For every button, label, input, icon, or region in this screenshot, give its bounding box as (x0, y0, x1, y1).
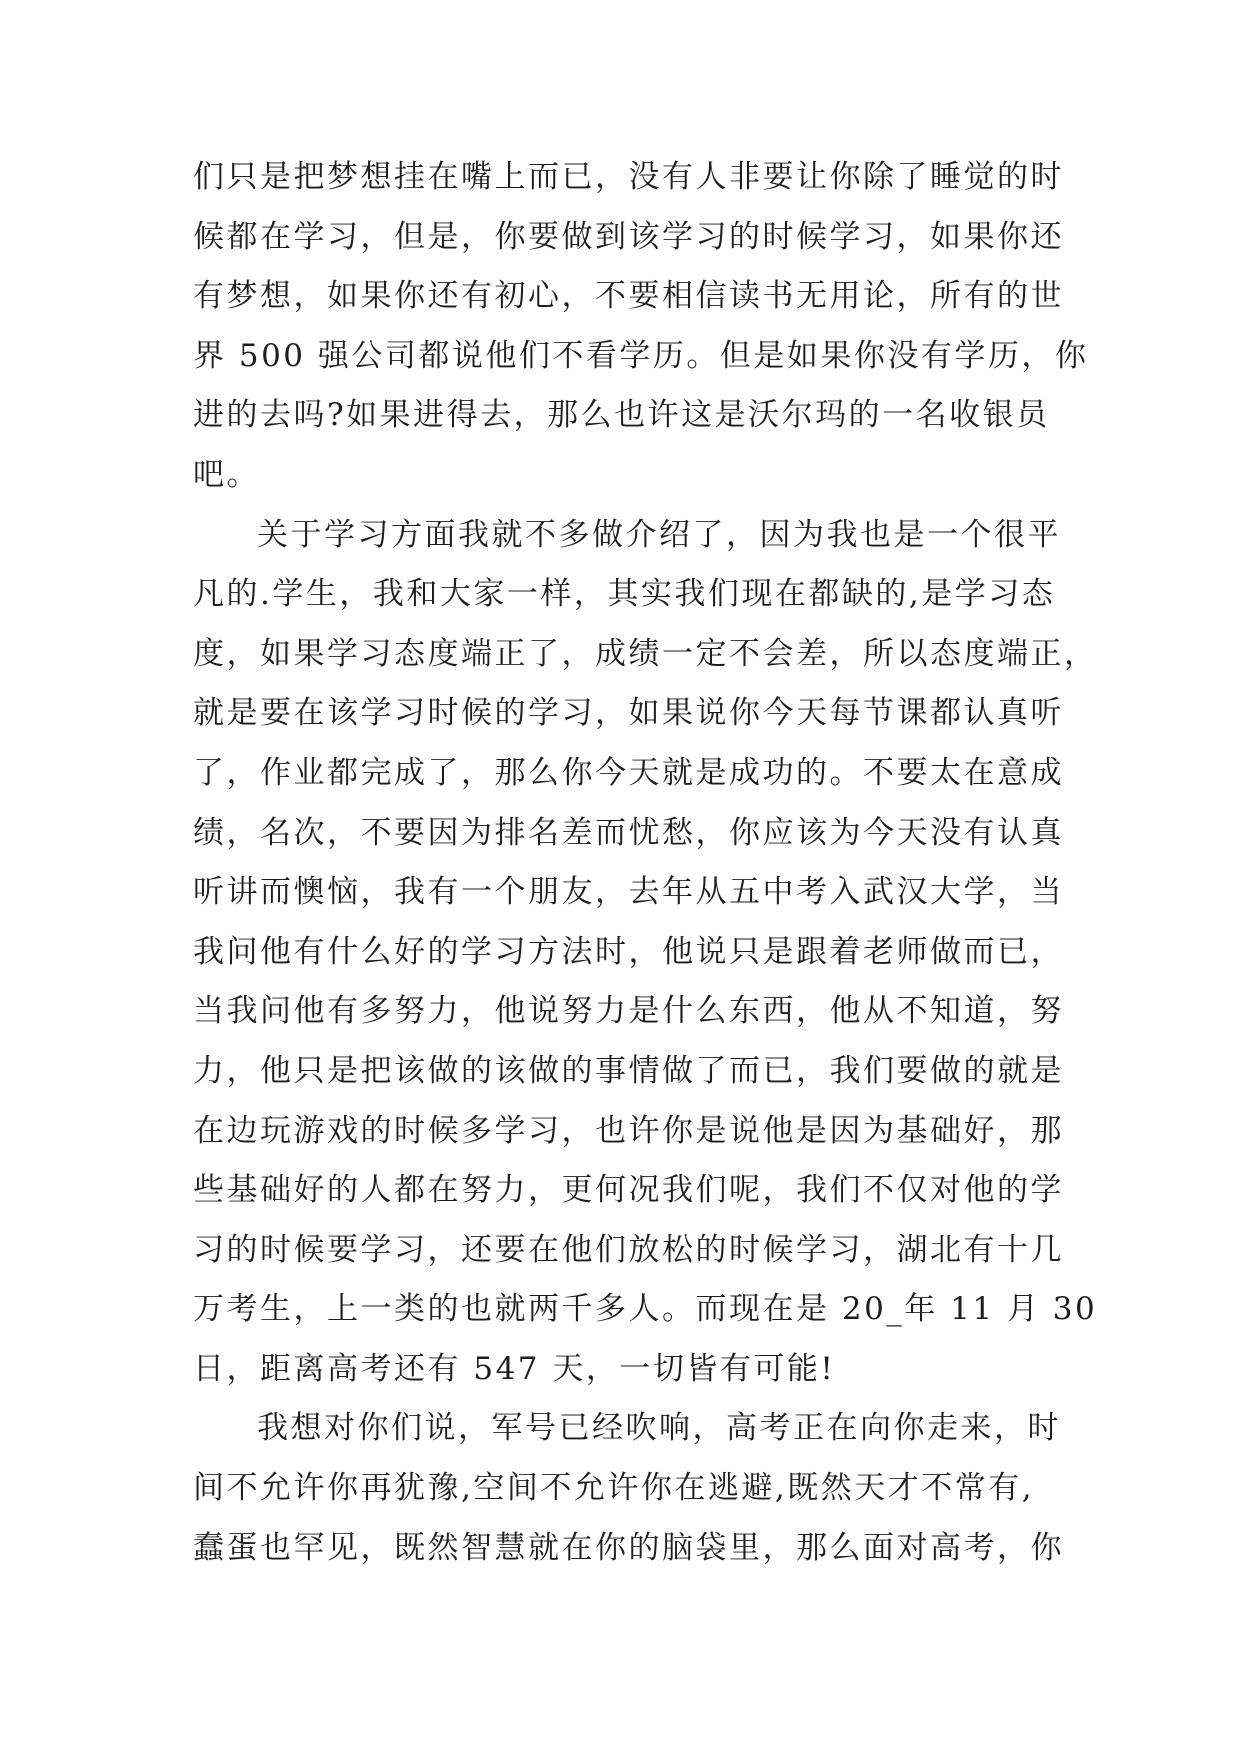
paragraph-2-line-9: 当我问他有多努力，他说努力是什么东西，他从不知道，努 (193, 993, 1064, 1030)
paragraph-2 (193, 506, 1098, 1400)
paragraph-1-line-3: 有梦想，如果你还有初心，不要相信读书无用论，所有的世 (193, 278, 1064, 315)
paragraph-1-line-5: 进的去吗?如果进得去，那么也许这是沃尔玛的一名收银员 (193, 397, 1050, 434)
paragraph-2-line-2: 凡的.学生，我和大家一样，其实我们现在都缺的,是学习态 (193, 576, 1056, 613)
paragraph-1-line-2: 候都在学习，但是，你要做到该学习的时候学习，如果你还 (193, 218, 1064, 255)
paragraph-1-line-6: 吧。 (193, 456, 260, 493)
paragraph-2-line-5: 了，作业都完成了，那么你今天就是成功的。不要太在意成 (193, 754, 1064, 791)
paragraph-2-line-14: 万考生，上一类的也就两千多人。而现在是 20_年 11 月 30 (193, 1291, 1098, 1328)
paragraph-2-line-12: 些基础好的人都在努力，更何况我们呢，我们不仅对他的学 (193, 1172, 1064, 1209)
paragraph-3 (193, 1399, 1064, 1578)
paragraph-1-line-1: 们只是把梦想挂在嘴上而已，没有人非要让你除了睡觉的时 (193, 159, 1064, 195)
paragraph-2-line-1: 关于学习方面我就不多做介绍了，因为我也是一个很平 (257, 516, 1061, 553)
paragraph-2-line-13: 习的时候要学习，还要在他们放松的时候学习，湖北有十几 (193, 1231, 1064, 1268)
paragraph-2-line-8: 我问他有什么好的学习方法时，他说只是跟着老师做而已， (193, 933, 1064, 970)
paragraph-2-line-4: 就是要在该学习时候的学习，如果说你今天每节课都认真听 (193, 695, 1064, 732)
document-body (193, 148, 1098, 1578)
paragraph-2-line-7: 听讲而懊恼，我有一个朋友，去年从五中考入武汉大学，当 (193, 874, 1064, 911)
paragraph-2-line-3: 度，如果学习态度端正了，成绩一定不会差，所以态度端正， (193, 635, 1098, 672)
paragraph-1-line-4: 界 500 强公司都说他们不看学历。但是如果你没有学历，你 (193, 337, 1089, 374)
paragraph-3-line-3: 蠢蛋也罕见，既然智慧就在你的脑袋里，那么面对高考，你 (193, 1529, 1064, 1566)
paragraph-3-line-1: 我想对你们说，军号已经吹响，高考正在向你走来，时 (257, 1410, 1061, 1447)
paragraph-1 (193, 148, 1089, 506)
paragraph-2-line-11: 在边玩游戏的时候多学习，也许你是说他是因为基础好，那 (193, 1112, 1064, 1149)
paragraph-2-line-6: 绩，名次，不要因为排名差而忧愁，你应该为今天没有认真 (193, 814, 1064, 851)
paragraph-2-line-10: 力，他只是把该做的该做的事情做了而已，我们要做的就是 (193, 1052, 1064, 1089)
paragraph-2-line-15: 日，距离高考还有 547 天，一切皆有可能! (193, 1350, 836, 1387)
paragraph-3-line-2: 间不允许你再犹豫,空间不允许你在逃避,既然天才不常有, (193, 1470, 1035, 1507)
